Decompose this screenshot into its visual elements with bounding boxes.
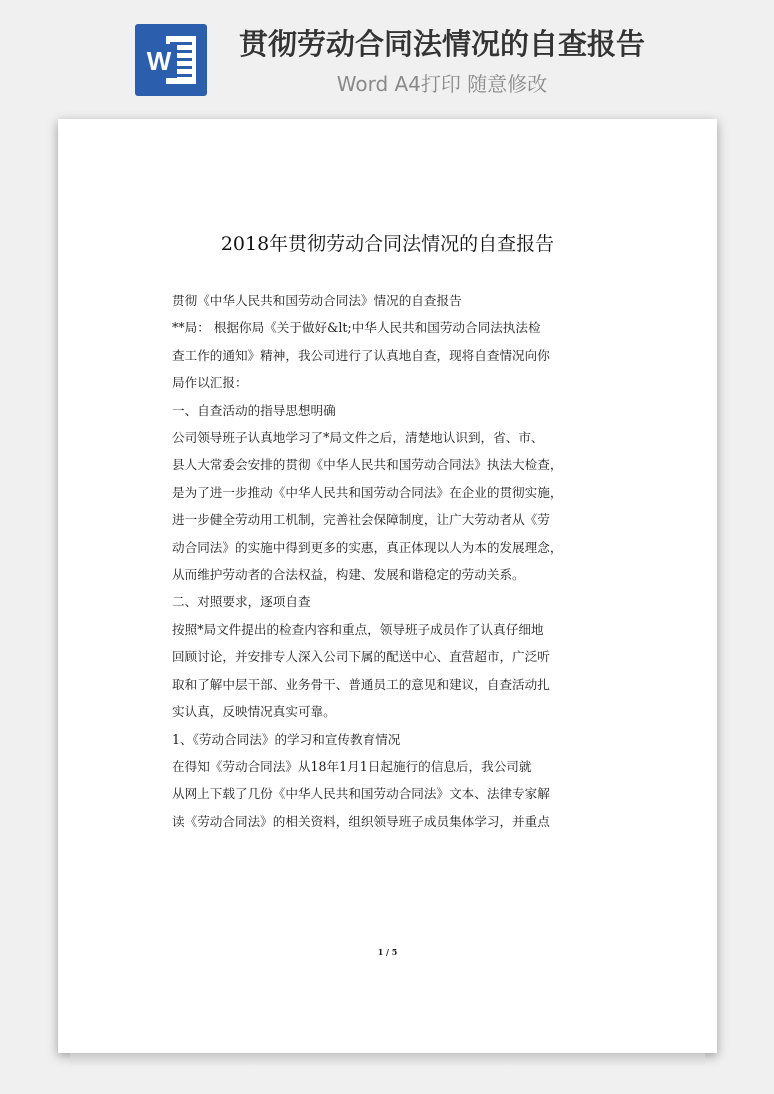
section-heading: 二、对照要求，逐项自查 xyxy=(172,594,311,610)
body-line: 进一步健全劳动用工机制，完善社会保障制度，让广大劳动者从《劳 xyxy=(172,512,550,528)
body-line: 取和了解中层干部、业务骨干、普通员工的意见和建议，自查活动扎 xyxy=(172,676,550,692)
document-title: 2018年贯彻劳动合同法情况的自查报告 xyxy=(220,233,555,255)
body-line: 查工作的通知》精神，我公司进行了认真地自查，现将自查情况向你 xyxy=(172,347,550,363)
body-line: 贯彻《中华人民共和国劳动合同法》情况的自查报告 xyxy=(172,293,462,308)
body-line: 从而维护劳动者的合法权益，构建、发展和谐稳定的劳动关系。 xyxy=(172,567,525,583)
document-body xyxy=(172,287,602,835)
body-line: **局： 根据你局《关于做好&lt;中华人民共和国劳动合同法执法检 xyxy=(172,320,541,336)
body-line: 实认真，反映情况真实可靠。 xyxy=(172,704,336,720)
section-heading: 1、《劳动合同法》的学习和宣传教育情况 xyxy=(172,731,401,747)
section-heading: 一、自查活动的指导思想明确 xyxy=(172,402,336,418)
body-line: 动合同法》的实施中得到更多的实惠，真正体现以人为本的发展理念， xyxy=(172,539,563,555)
document-page xyxy=(58,119,717,1053)
header-banner xyxy=(0,0,774,118)
body-line: 公司领导班子认真地学习了*局文件之后，清楚地认识到，省、市、 xyxy=(172,430,544,446)
body-line: 回顾讨论，并安排专人深入公司下属的配送中心、直营超市，广泛听 xyxy=(172,649,550,665)
body-line: 从网上下载了几份《中华人民共和国劳动合同法》文本、法律专家解 xyxy=(172,786,550,802)
body-line: 按照*局文件提出的检查内容和重点，领导班子成员作了认真仔细地 xyxy=(172,621,544,637)
body-line: 局作以汇报： xyxy=(172,375,248,391)
page-indicator: 1 / 5 xyxy=(377,947,398,957)
body-line: 县人大常委会安排的贯彻《中华人民共和国劳动合同法》执法大检查， xyxy=(172,457,563,473)
banner-title: 贯彻劳动合同法情况的自查报告 xyxy=(238,27,645,61)
banner-subtitle: Word A4打印 随意修改 xyxy=(336,72,548,96)
word-document-icon xyxy=(135,24,207,96)
body-line: 是为了进一步推动《中华人民共和国劳动合同法》在企业的贯彻实施， xyxy=(172,484,563,500)
body-line: 在得知《劳动合同法》从18年1月1日起施行的信息后，我公司就 xyxy=(172,758,532,774)
page-stack-shadow xyxy=(70,1053,705,1067)
body-line: 读《劳动合同法》的相关资料，组织领导班子成员集体学习，并重点 xyxy=(172,813,550,829)
word-icon-letter: W xyxy=(141,44,177,78)
